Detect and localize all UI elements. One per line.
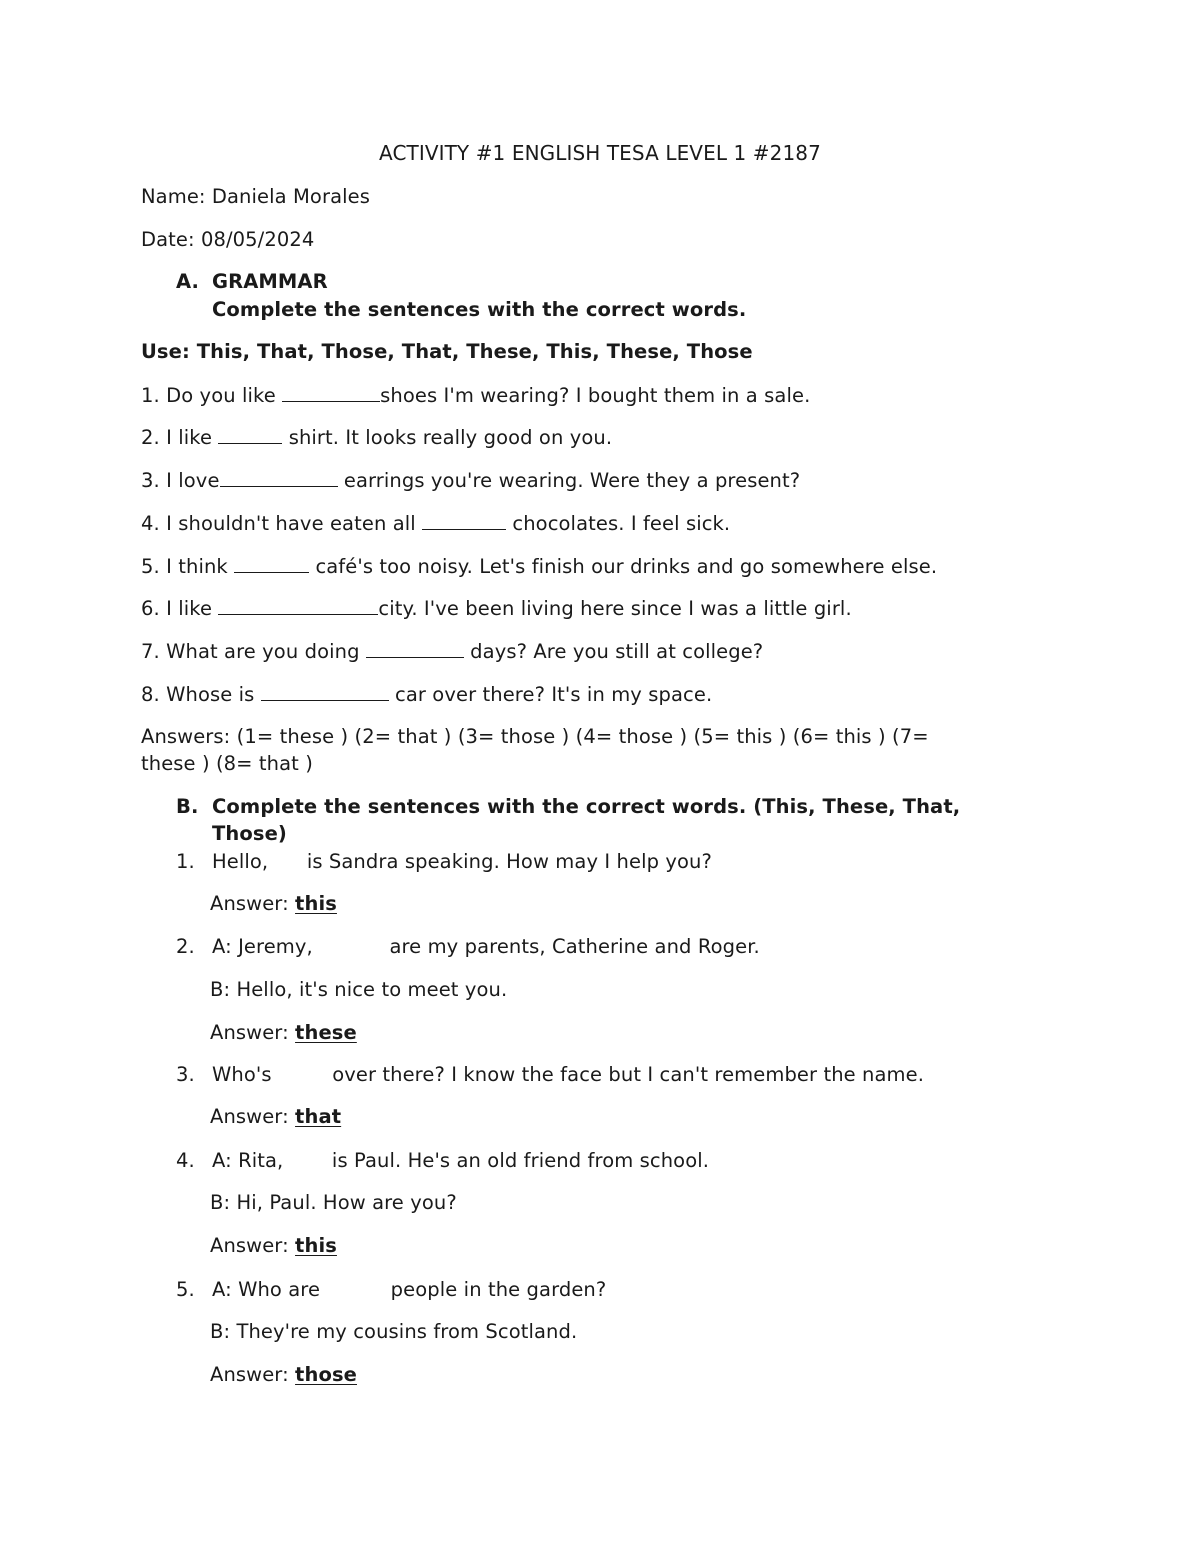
- sentence-text: city. I've been living here since I was a little girl.: [378, 597, 852, 620]
- sentence-text: shirt. It looks really good on you.: [282, 426, 613, 449]
- student-name: Name: Daniela Morales: [141, 185, 370, 208]
- sentence-text: 1. Do you like: [141, 384, 283, 407]
- answer-label: Answer:: [210, 1105, 296, 1128]
- sentence-text: 3. I love: [141, 469, 220, 492]
- answer-label: Answer:: [210, 892, 296, 915]
- answers-line-2: these ) (8= that ): [141, 752, 313, 775]
- sentence-text: Hello,: [212, 850, 275, 873]
- item-5-answer: [210, 1361, 357, 1388]
- sentence-text: 7. What are you doing: [141, 640, 366, 663]
- item-number: 4.: [176, 1149, 195, 1172]
- sentence-text: days? Are you still at college?: [463, 640, 764, 663]
- item-2-sentence: [212, 933, 760, 960]
- answers-line-1: Answers: (1= these ) (2= that ) (3= those ) (4= those ) (5= this ) (6= this ) (7=: [141, 725, 929, 748]
- document-title: ACTIVITY #1 ENGLISH TESA LEVEL 1 #2187: [379, 141, 821, 165]
- sentence-text: earrings you're wearing. Were they a present?: [337, 469, 801, 492]
- sentence-text: A: Who are: [212, 1278, 327, 1301]
- sentence-5: [141, 553, 937, 580]
- sentence-3: [141, 467, 800, 494]
- blank-line: [282, 383, 380, 402]
- sentence-text: 5. I think: [141, 555, 235, 578]
- sentence-text: are my parents, Catherine and Roger.: [383, 935, 760, 958]
- sentence-7: [141, 638, 763, 665]
- sentence-8: [141, 681, 712, 708]
- answer-value: that: [295, 1105, 342, 1128]
- item-number: 1.: [176, 850, 195, 873]
- sentence-text: 6. I like: [141, 597, 219, 620]
- section-a-instruction: Complete the sentences with the correct words.: [212, 298, 747, 321]
- sentence-text: A: Rita,: [212, 1149, 290, 1172]
- blank-line: [218, 425, 282, 444]
- blank-line: [218, 596, 378, 615]
- answer-value: this: [295, 892, 337, 915]
- section-b-letter: B.: [176, 795, 199, 818]
- sentence-text: chocolates. I feel sick.: [506, 512, 731, 535]
- activity-date: Date: 08/05/2024: [141, 228, 315, 251]
- item-2-answer: [210, 1019, 357, 1046]
- sentence-text: people in the garden?: [384, 1278, 607, 1301]
- sentence-6: [141, 595, 852, 622]
- item-5-b-line: B: They're my cousins from Scotland.: [210, 1320, 578, 1343]
- sentence-text: Who's: [212, 1063, 278, 1086]
- answer-label: Answer:: [210, 1021, 296, 1044]
- sentence-2: [141, 424, 612, 451]
- sentence-text: is Sandra speaking. How may I help you?: [300, 850, 712, 873]
- blank-line: [422, 511, 506, 530]
- sentence-text: A: Jeremy,: [212, 935, 320, 958]
- sentence-text: is Paul. He's an old friend from school.: [325, 1149, 710, 1172]
- blank-line: [234, 554, 309, 573]
- answer-label: Answer:: [210, 1363, 296, 1386]
- sentence-1: [141, 382, 810, 409]
- answer-value: these: [295, 1021, 357, 1044]
- answer-value: this: [295, 1234, 337, 1257]
- item-4-b-line: B: Hi, Paul. How are you?: [210, 1191, 457, 1214]
- sentence-4: [141, 510, 730, 537]
- sentence-text: 4. I shouldn't have eaten all: [141, 512, 423, 535]
- item-3-sentence: [212, 1061, 924, 1088]
- answer-value: those: [295, 1363, 357, 1386]
- sentence-text: car over there? It's in my space.: [388, 683, 713, 706]
- answer-label: Answer:: [210, 1234, 296, 1257]
- item-number: 5.: [176, 1278, 195, 1301]
- section-a-letter: A.: [176, 270, 200, 293]
- section-b-heading: Complete the sentences with the correct words. (This, These, That,: [212, 795, 961, 818]
- sentence-text: 2. I like: [141, 426, 219, 449]
- section-b-heading-cont: Those): [212, 822, 287, 845]
- blank-line: [220, 468, 338, 487]
- item-5-sentence: [212, 1276, 606, 1303]
- item-2-b-line: B: Hello, it's nice to meet you.: [210, 978, 508, 1001]
- item-number: 2.: [176, 935, 195, 958]
- blank-line: [366, 639, 464, 658]
- sentence-text: shoes I'm wearing? I bought them in a sale.: [380, 384, 811, 407]
- item-4-answer: [210, 1232, 337, 1259]
- item-4-sentence: [212, 1147, 709, 1174]
- item-3-answer: [210, 1103, 341, 1130]
- section-a-heading: GRAMMAR: [212, 270, 328, 293]
- section-a-word-bank: Use: This, That, Those, That, These, This, These, Those: [141, 340, 753, 363]
- sentence-text: café's too noisy. Let's finish our drinks and go somewhere else.: [309, 555, 938, 578]
- item-1-answer: [210, 890, 337, 917]
- blank-line: [261, 682, 389, 701]
- sentence-text: over there? I know the face but I can't remember the name.: [325, 1063, 925, 1086]
- sentence-text: 8. Whose is: [141, 683, 261, 706]
- item-number: 3.: [176, 1063, 195, 1086]
- item-1-sentence: [212, 848, 712, 875]
